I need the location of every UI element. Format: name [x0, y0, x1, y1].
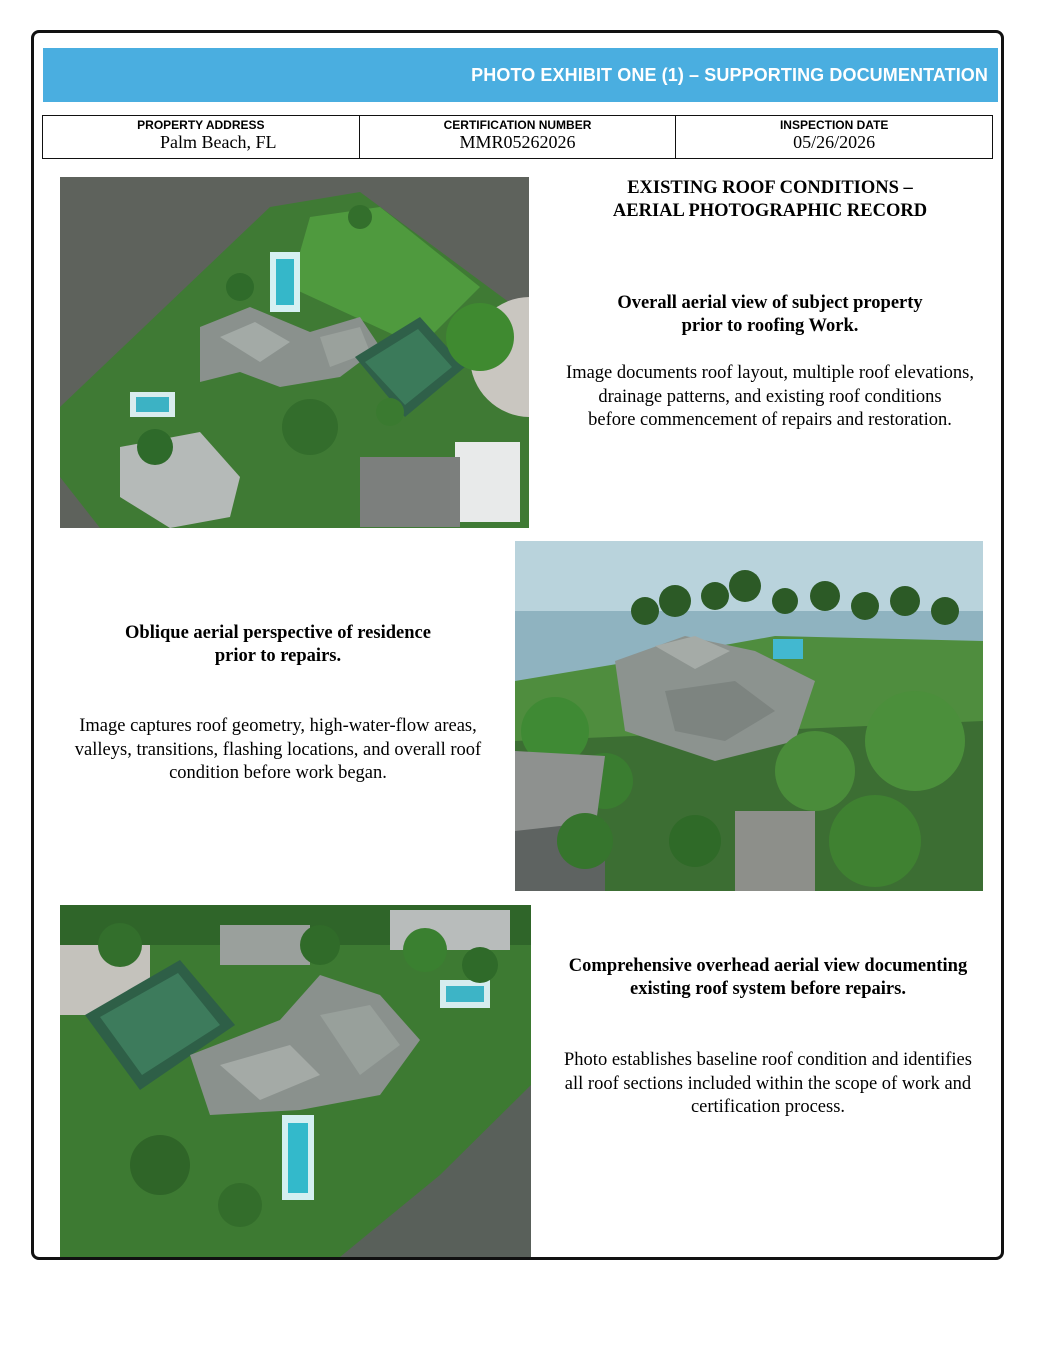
- aerial-photo-comprehensive: [60, 905, 531, 1257]
- caption-line: prior to repairs.: [214, 646, 342, 666]
- header-banner: [43, 48, 998, 102]
- description-line: all roof sections included within the scope of work and: [564, 1073, 972, 1094]
- heading-line: AERIAL PHOTOGRAPHIC RECORD: [612, 201, 928, 221]
- description-line: Photo establishes baseline roof condition and identifies: [564, 1050, 972, 1070]
- exhibit-title: PHOTO EXHIBIT ONE (1) – SUPPORTING DOCUMENTATION: [471, 65, 988, 85]
- section1-description: [536, 362, 1004, 433]
- section3-caption: [540, 955, 996, 1001]
- property-info-table: [42, 115, 993, 159]
- property-address-label: PROPERTY ADDRESS: [137, 118, 265, 132]
- heading-line: EXISTING ROOF CONDITIONS –: [627, 178, 913, 198]
- section1-caption: [540, 292, 1000, 338]
- caption-line: Overall aerial view of subject property: [617, 293, 923, 313]
- certification-number-value: MMR05262026: [459, 132, 576, 152]
- property-address-value: Palm Beach, FL: [160, 132, 277, 152]
- description-line: certification process.: [690, 1097, 846, 1117]
- caption-line: Oblique aerial perspective of residence: [125, 623, 431, 643]
- description-line: Image documents roof layout, multiple roof elevations,: [566, 363, 974, 383]
- aerial-photo-oblique: [515, 541, 983, 891]
- description-line: before commencement of repairs and restoration.: [588, 410, 952, 430]
- section1-heading: [540, 177, 1000, 223]
- inspection-date-label: INSPECTION DATE: [779, 118, 889, 132]
- certification-number-cell: [359, 116, 676, 158]
- description-line: valleys, transitions, flashing locations, and overall roof: [74, 739, 482, 760]
- description-line: Image captures roof geometry, high-water-flow areas,: [79, 716, 477, 736]
- inspection-date-cell: [675, 116, 992, 158]
- certification-number-label: CERTIFICATION NUMBER: [443, 118, 592, 132]
- section2-caption: [48, 622, 508, 668]
- caption-line: existing roof system before repairs.: [630, 979, 906, 999]
- inspection-date-value: 05/26/2026: [793, 132, 876, 152]
- aerial-photo-overhead: [60, 177, 529, 528]
- section3-description: [536, 1049, 1000, 1120]
- section2-description: [44, 715, 512, 786]
- caption-line: Comprehensive overhead aerial view documenting: [568, 956, 968, 976]
- description-line: condition before work began.: [169, 763, 387, 783]
- description-line: drainage patterns, and existing roof conditions: [598, 386, 942, 407]
- property-address-cell: [43, 116, 359, 158]
- caption-line: prior to roofing Work.: [681, 316, 859, 336]
